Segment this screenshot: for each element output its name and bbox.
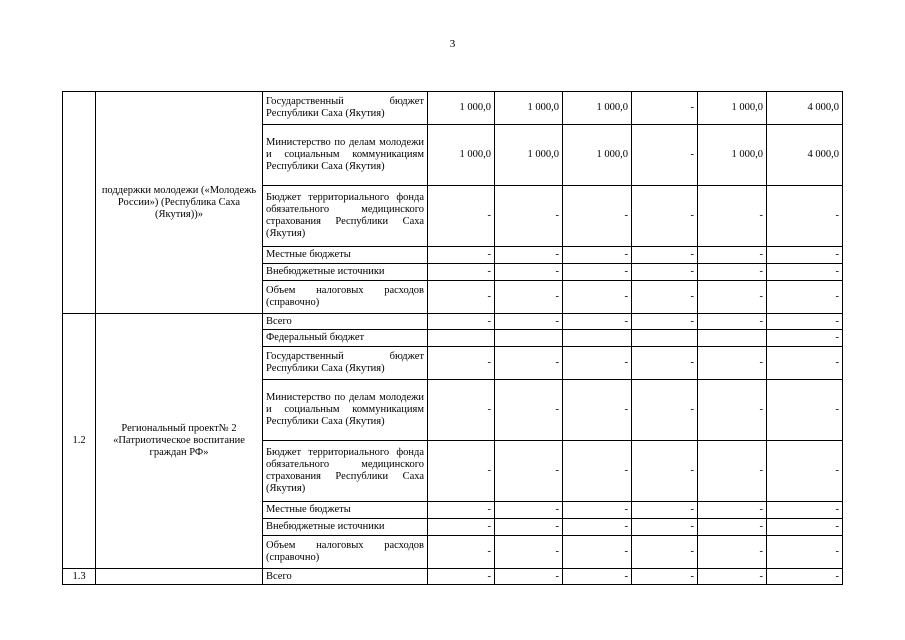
value-cell: - <box>495 519 563 536</box>
value-cell: 1 000,0 <box>428 125 495 186</box>
value-cell <box>632 330 698 347</box>
value-cell: - <box>428 247 495 264</box>
value-cell: - <box>563 502 632 519</box>
value-cell: - <box>632 314 698 330</box>
value-cell: - <box>428 441 495 502</box>
value-cell: - <box>563 247 632 264</box>
value-cell: - <box>632 502 698 519</box>
funding-source: Министерство по делам молодежи и социальным коммуникациям Республики Саха (Якутия) <box>263 380 428 441</box>
value-cell: - <box>495 380 563 441</box>
project-name <box>96 569 263 585</box>
funding-source: Объем налоговых расходов (справочно) <box>263 281 428 314</box>
value-cell <box>698 330 767 347</box>
funding-source: Объем налоговых расходов (справочно) <box>263 536 428 569</box>
value-cell: - <box>767 281 843 314</box>
value-cell: - <box>495 264 563 281</box>
value-cell: - <box>563 264 632 281</box>
value-cell: 1 000,0 <box>563 125 632 186</box>
value-cell: - <box>495 281 563 314</box>
funding-source: Местные бюджеты <box>263 247 428 264</box>
value-cell: 1 000,0 <box>698 125 767 186</box>
value-cell <box>563 330 632 347</box>
value-cell <box>428 330 495 347</box>
value-cell: - <box>495 347 563 380</box>
funding-source: Всего <box>263 314 428 330</box>
value-cell: - <box>428 380 495 441</box>
value-cell: - <box>428 519 495 536</box>
project-name: поддержки молодежи («Молодежь России») (Республика Саха (Якутия))» <box>96 92 263 314</box>
value-cell: - <box>698 569 767 585</box>
value-cell: - <box>495 536 563 569</box>
value-cell: - <box>767 186 843 247</box>
funding-source: Внебюджетные источники <box>263 264 428 281</box>
value-cell: - <box>563 314 632 330</box>
value-cell: - <box>767 264 843 281</box>
value-cell: - <box>563 347 632 380</box>
value-cell: - <box>698 281 767 314</box>
value-cell: - <box>698 186 767 247</box>
value-cell: - <box>428 502 495 519</box>
value-cell: - <box>563 536 632 569</box>
value-cell: 1 000,0 <box>495 92 563 125</box>
value-cell: - <box>767 330 843 347</box>
value-cell: - <box>632 569 698 585</box>
page-number: 3 <box>449 38 456 50</box>
funding-source: Министерство по делам молодежи и социальным коммуникациям Республики Саха (Якутия) <box>263 125 428 186</box>
row-number: 1.2 <box>63 314 96 569</box>
value-cell: - <box>632 247 698 264</box>
value-cell: - <box>698 502 767 519</box>
row-number <box>63 92 96 314</box>
value-cell: - <box>632 536 698 569</box>
value-cell: - <box>698 264 767 281</box>
value-cell: - <box>495 569 563 585</box>
value-cell: - <box>698 536 767 569</box>
value-cell: 1 000,0 <box>563 92 632 125</box>
value-cell: 1 000,0 <box>495 125 563 186</box>
value-cell: - <box>563 281 632 314</box>
value-cell: - <box>563 380 632 441</box>
value-cell: - <box>495 502 563 519</box>
value-cell: - <box>428 264 495 281</box>
value-cell: - <box>495 186 563 247</box>
table-row <box>63 314 843 330</box>
value-cell: - <box>632 347 698 380</box>
value-cell: - <box>698 380 767 441</box>
value-cell: - <box>767 502 843 519</box>
table-row <box>63 569 843 585</box>
value-cell: - <box>698 314 767 330</box>
value-cell: - <box>632 380 698 441</box>
value-cell <box>495 330 563 347</box>
value-cell: - <box>563 186 632 247</box>
value-cell: 1 000,0 <box>698 92 767 125</box>
value-cell: - <box>428 314 495 330</box>
funding-source: Государственный бюджет Республики Саха (Якутия) <box>263 92 428 125</box>
value-cell: 4 000,0 <box>767 92 843 125</box>
value-cell: - <box>767 569 843 585</box>
value-cell: - <box>563 441 632 502</box>
funding-source: Государственный бюджет Республики Саха (Якутия) <box>263 347 428 380</box>
row-number: 1.3 <box>63 569 96 585</box>
value-cell: - <box>767 519 843 536</box>
value-cell: - <box>563 519 632 536</box>
table-row <box>63 92 843 125</box>
value-cell: - <box>767 314 843 330</box>
value-cell: - <box>632 186 698 247</box>
funding-source: Федеральный бюджет <box>263 330 428 347</box>
budget-table <box>62 91 843 585</box>
value-cell: - <box>428 347 495 380</box>
value-cell: - <box>632 125 698 186</box>
value-cell: - <box>767 247 843 264</box>
value-cell: - <box>698 519 767 536</box>
value-cell: - <box>428 186 495 247</box>
value-cell: - <box>495 441 563 502</box>
value-cell: - <box>698 441 767 502</box>
value-cell: - <box>495 314 563 330</box>
value-cell: - <box>767 441 843 502</box>
value-cell: - <box>698 347 767 380</box>
project-name: Региональный проект№ 2 «Патриотическое воспитание граждан РФ» <box>96 314 263 569</box>
value-cell: - <box>698 247 767 264</box>
value-cell: 1 000,0 <box>428 92 495 125</box>
value-cell: - <box>632 92 698 125</box>
value-cell: 4 000,0 <box>767 125 843 186</box>
value-cell: - <box>767 380 843 441</box>
value-cell: - <box>632 264 698 281</box>
value-cell: - <box>428 569 495 585</box>
value-cell: - <box>428 536 495 569</box>
funding-source: Внебюджетные источники <box>263 519 428 536</box>
value-cell: - <box>767 347 843 380</box>
value-cell: - <box>632 519 698 536</box>
funding-source: Бюджет территориального фонда обязательного медицинского страхования Республики Саха (Якутия) <box>263 186 428 247</box>
value-cell: - <box>563 569 632 585</box>
value-cell: - <box>495 247 563 264</box>
funding-source: Всего <box>263 569 428 585</box>
value-cell: - <box>428 281 495 314</box>
funding-source: Бюджет территориального фонда обязательного медицинского страхования Республики Саха (Якутия) <box>263 441 428 502</box>
value-cell: - <box>767 536 843 569</box>
funding-source: Местные бюджеты <box>263 502 428 519</box>
value-cell: - <box>632 281 698 314</box>
value-cell: - <box>632 441 698 502</box>
